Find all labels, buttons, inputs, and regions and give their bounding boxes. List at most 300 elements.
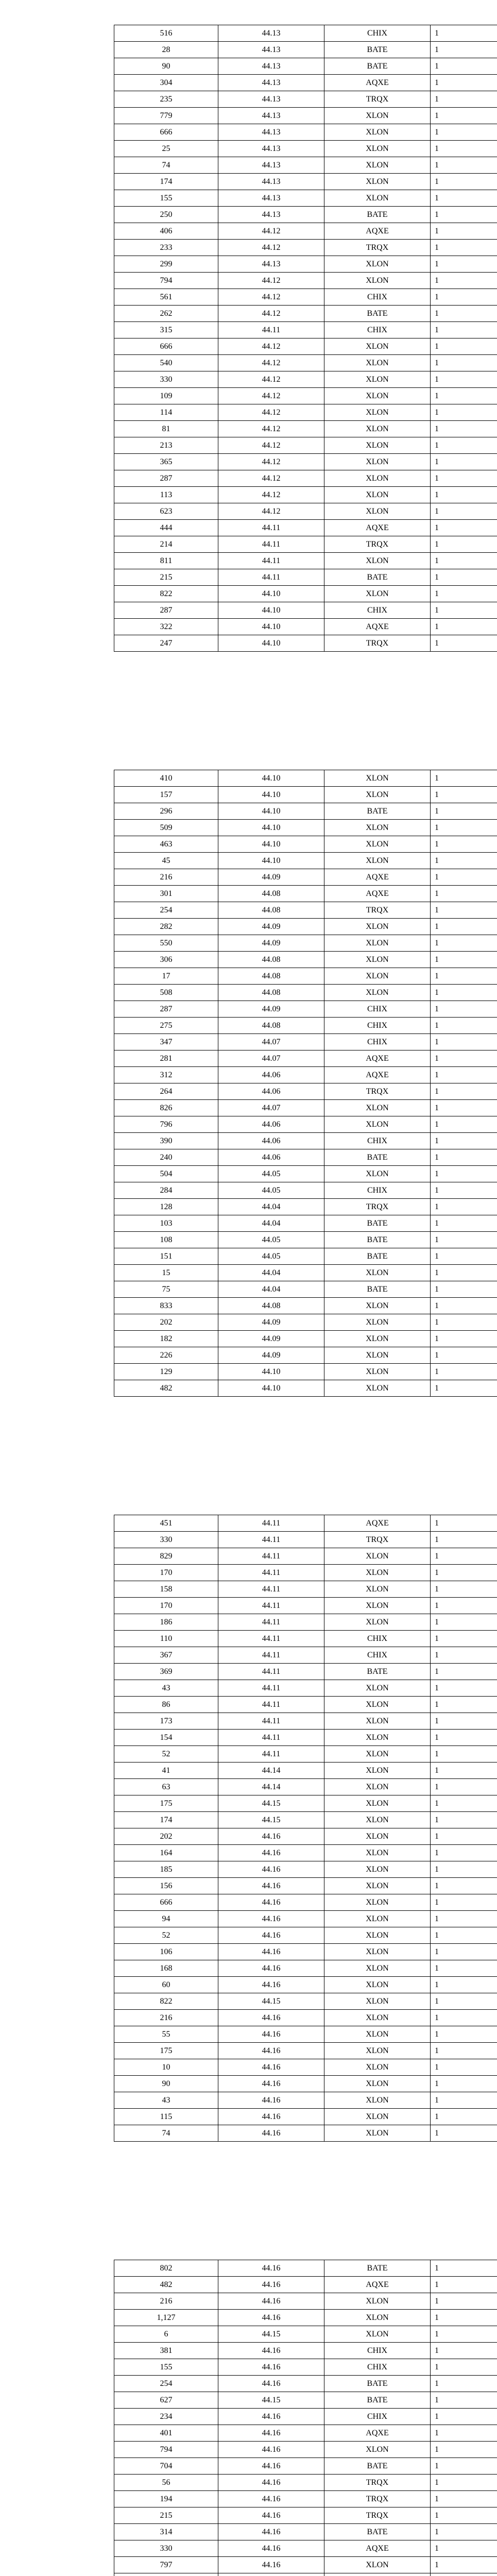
volume-cell: 151	[114, 1248, 218, 1265]
venue-cell: BATE	[324, 569, 431, 586]
time-cell: 1	[431, 2557, 497, 2573]
price-cell: 44.08	[218, 968, 324, 985]
volume-cell: 108	[114, 1232, 218, 1248]
time-cell: 1	[431, 1116, 497, 1133]
venue-cell: TRQX	[324, 2507, 431, 2524]
venue-cell: CHIX	[324, 1133, 431, 1149]
venue-cell: AQXE	[324, 869, 431, 886]
volume-cell: 561	[114, 289, 218, 306]
volume-cell: 312	[114, 1067, 218, 1083]
price-cell: 44.09	[218, 1314, 324, 1331]
table-row	[114, 1215, 497, 1232]
table-row	[114, 470, 497, 487]
table-row	[114, 1182, 497, 1199]
volume-cell: 406	[114, 223, 218, 240]
time-cell: 1	[431, 1149, 497, 1166]
table-row	[114, 273, 497, 289]
price-cell: 44.11	[218, 1730, 324, 1746]
venue-cell: XLON	[324, 190, 431, 207]
time-cell: 1	[431, 487, 497, 503]
venue-cell: XLON	[324, 1614, 431, 1631]
price-cell: 44.16	[218, 2491, 324, 2507]
volume-cell: 802	[114, 2260, 218, 2277]
table-row	[114, 174, 497, 190]
volume-cell: 174	[114, 174, 218, 190]
table-row	[114, 1034, 497, 1050]
table-row	[114, 1116, 497, 1133]
volume-cell: 185	[114, 1861, 218, 1878]
table-row	[114, 421, 497, 437]
price-cell: 44.10	[218, 586, 324, 602]
table-row	[114, 141, 497, 157]
volume-cell: 94	[114, 1911, 218, 1927]
volume-cell: 284	[114, 1182, 218, 1199]
price-cell: 44.10	[218, 619, 324, 635]
volume-cell: 168	[114, 1960, 218, 1977]
time-cell: 1	[431, 1298, 497, 1314]
table-row	[114, 75, 497, 91]
price-cell: 44.13	[218, 190, 324, 207]
volume-cell: 216	[114, 869, 218, 886]
venue-cell: XLON	[324, 2059, 431, 2076]
venue-cell: XLON	[324, 1298, 431, 1314]
volume-cell: 666	[114, 1894, 218, 1911]
volume-cell: 299	[114, 256, 218, 273]
volume-cell: 240	[114, 1149, 218, 1166]
table-row	[114, 1861, 497, 1878]
trade-table-block-1	[114, 25, 497, 652]
time-cell: 1	[431, 454, 497, 470]
volume-cell: 516	[114, 25, 218, 42]
venue-cell: XLON	[324, 787, 431, 803]
volume-cell: 216	[114, 2010, 218, 2026]
venue-cell: BATE	[324, 42, 431, 58]
venue-cell: XLON	[324, 2310, 431, 2326]
volume-cell: 158	[114, 1581, 218, 1598]
time-cell: 1	[431, 2343, 497, 2359]
price-cell: 44.08	[218, 902, 324, 919]
time-cell: 1	[431, 1347, 497, 1364]
volume-cell: 367	[114, 1647, 218, 1664]
venue-cell: XLON	[324, 1314, 431, 1331]
time-cell: 1	[431, 919, 497, 935]
volume-cell: 41	[114, 1762, 218, 1779]
table-row	[114, 968, 497, 985]
price-cell: 44.06	[218, 1083, 324, 1100]
table-clip	[114, 770, 497, 1397]
price-cell: 44.04	[218, 1265, 324, 1281]
price-cell: 44.12	[218, 487, 324, 503]
volume-cell: 482	[114, 2277, 218, 2293]
table-row	[114, 1149, 497, 1166]
price-cell: 44.12	[218, 289, 324, 306]
volume-cell: 451	[114, 1515, 218, 1532]
table-clip	[114, 1515, 497, 2142]
price-cell: 44.16	[218, 2409, 324, 2425]
venue-cell: XLON	[324, 174, 431, 190]
table-row	[114, 1532, 497, 1548]
time-cell: 1	[431, 2076, 497, 2092]
time-cell: 1	[431, 1598, 497, 1614]
table-row	[114, 853, 497, 869]
time-cell: 1	[431, 1828, 497, 1845]
time-cell: 1	[431, 174, 497, 190]
price-cell: 44.06	[218, 1133, 324, 1149]
volume-cell: 103	[114, 1215, 218, 1232]
time-cell: 1	[431, 42, 497, 58]
table-row	[114, 1614, 497, 1631]
table-row	[114, 1795, 497, 1812]
volume-cell: 28	[114, 42, 218, 58]
venue-cell: XLON	[324, 586, 431, 602]
price-cell: 44.12	[218, 223, 324, 240]
table-row	[114, 1548, 497, 1565]
table-row	[114, 536, 497, 553]
venue-cell: BATE	[324, 803, 431, 820]
table-row	[114, 2026, 497, 2043]
price-cell: 44.13	[218, 58, 324, 75]
table-row	[114, 1911, 497, 1927]
price-cell: 44.16	[218, 2076, 324, 2092]
price-cell: 44.11	[218, 1614, 324, 1631]
price-cell: 44.06	[218, 1149, 324, 1166]
volume-cell: 369	[114, 1664, 218, 1680]
table-row	[114, 1281, 497, 1298]
price-cell: 44.10	[218, 1364, 324, 1380]
time-cell: 1	[431, 437, 497, 454]
venue-cell: AQXE	[324, 2277, 431, 2293]
volume-cell: 115	[114, 2109, 218, 2125]
table-row	[114, 108, 497, 124]
volume-cell: 45	[114, 853, 218, 869]
venue-cell: XLON	[324, 1845, 431, 1861]
volume-cell: 155	[114, 190, 218, 207]
venue-cell: XLON	[324, 1380, 431, 1397]
price-cell: 44.16	[218, 2359, 324, 2376]
price-cell: 44.13	[218, 91, 324, 108]
price-cell: 44.11	[218, 1647, 324, 1664]
venue-cell: XLON	[324, 1894, 431, 1911]
venue-cell: XLON	[324, 355, 431, 371]
price-cell: 44.11	[218, 1515, 324, 1532]
volume-cell: 296	[114, 803, 218, 820]
table-row	[114, 2557, 497, 2573]
venue-cell: XLON	[324, 157, 431, 174]
venue-cell: XLON	[324, 2293, 431, 2310]
volume-cell: 114	[114, 404, 218, 421]
volume-cell: 287	[114, 1001, 218, 1018]
price-cell: 44.11	[218, 1631, 324, 1647]
volume-cell: 55	[114, 2026, 218, 2043]
volume-cell: 52	[114, 1927, 218, 1944]
venue-cell: CHIX	[324, 1018, 431, 1034]
price-cell: 44.11	[218, 1680, 324, 1697]
price-cell: 44.04	[218, 1281, 324, 1298]
time-cell: 1	[431, 1182, 497, 1199]
time-cell: 1	[431, 157, 497, 174]
table-row	[114, 952, 497, 968]
time-cell: 1	[431, 2026, 497, 2043]
table-row	[114, 289, 497, 306]
table-row	[114, 836, 497, 853]
venue-cell: BATE	[324, 1232, 431, 1248]
price-cell: 44.05	[218, 1232, 324, 1248]
price-cell: 44.04	[218, 1199, 324, 1215]
volume-cell: 550	[114, 935, 218, 952]
volume-cell: 213	[114, 437, 218, 454]
table-row	[114, 1647, 497, 1664]
table-row	[114, 338, 497, 355]
time-cell: 1	[431, 536, 497, 553]
time-cell: 1	[431, 1730, 497, 1746]
table-row	[114, 902, 497, 919]
table-row	[114, 2010, 497, 2026]
venue-cell: AQXE	[324, 2540, 431, 2557]
time-cell: 1	[431, 58, 497, 75]
table-row	[114, 2540, 497, 2557]
price-cell: 44.04	[218, 1215, 324, 1232]
table-row	[114, 1199, 497, 1215]
venue-cell: AQXE	[324, 223, 431, 240]
table-row	[114, 1779, 497, 1795]
volume-cell: 796	[114, 1116, 218, 1133]
volume-cell: 216	[114, 2293, 218, 2310]
venue-cell	[324, 2573, 431, 2576]
price-cell	[218, 2573, 324, 2576]
time-cell: 1	[431, 2540, 497, 2557]
venue-cell: XLON	[324, 1347, 431, 1364]
venue-cell: XLON	[324, 371, 431, 388]
price-cell: 44.12	[218, 421, 324, 437]
volume-cell: 666	[114, 124, 218, 141]
time-cell: 1	[431, 520, 497, 536]
venue-cell: XLON	[324, 1812, 431, 1828]
price-cell: 44.07	[218, 1100, 324, 1116]
volume-cell: 811	[114, 553, 218, 569]
table-clip	[114, 2260, 497, 2576]
time-cell: 1	[431, 1548, 497, 1565]
price-cell: 44.16	[218, 1960, 324, 1977]
venue-cell: CHIX	[324, 1182, 431, 1199]
time-cell: 1	[431, 1861, 497, 1878]
time-cell: 1	[431, 1664, 497, 1680]
time-cell: 1	[431, 223, 497, 240]
table-row	[114, 2343, 497, 2359]
volume-cell: 779	[114, 108, 218, 124]
time-cell: 1	[431, 388, 497, 404]
price-cell: 44.11	[218, 536, 324, 553]
table-row	[114, 619, 497, 635]
table-row	[114, 2507, 497, 2524]
price-cell: 44.11	[218, 1697, 324, 1713]
price-cell: 44.10	[218, 787, 324, 803]
table-row	[114, 635, 497, 652]
volume-cell: 75	[114, 1281, 218, 1298]
time-cell	[431, 2573, 497, 2576]
time-cell: 1	[431, 124, 497, 141]
venue-cell: XLON	[324, 2043, 431, 2059]
table-row	[114, 454, 497, 470]
time-cell: 1	[431, 1314, 497, 1331]
table-row	[114, 1944, 497, 1960]
price-cell: 44.09	[218, 1331, 324, 1347]
venue-cell: XLON	[324, 1927, 431, 1944]
venue-cell: XLON	[324, 1697, 431, 1713]
venue-cell: XLON	[324, 1911, 431, 1927]
time-cell: 1	[431, 787, 497, 803]
venue-cell: TRQX	[324, 1083, 431, 1100]
time-cell: 1	[431, 1960, 497, 1977]
trade-table	[114, 770, 497, 1397]
venue-cell: XLON	[324, 141, 431, 157]
volume-cell: 829	[114, 1548, 218, 1565]
volume-cell: 306	[114, 952, 218, 968]
time-cell: 1	[431, 1977, 497, 1993]
table-row	[114, 2524, 497, 2540]
venue-cell: TRQX	[324, 1199, 431, 1215]
time-cell: 1	[431, 2376, 497, 2392]
volume-cell: 233	[114, 240, 218, 256]
price-cell: 44.16	[218, 1944, 324, 1960]
time-cell: 1	[431, 1199, 497, 1215]
price-cell: 44.10	[218, 635, 324, 652]
volume-cell: 330	[114, 371, 218, 388]
volume-cell: 182	[114, 1331, 218, 1347]
price-cell: 44.12	[218, 273, 324, 289]
price-cell: 44.10	[218, 836, 324, 853]
table-row	[114, 520, 497, 536]
venue-cell: CHIX	[324, 1001, 431, 1018]
price-cell: 44.12	[218, 470, 324, 487]
table-row	[114, 306, 497, 322]
table-row	[114, 1746, 497, 1762]
volume-cell: 202	[114, 1828, 218, 1845]
volume-cell: 264	[114, 1083, 218, 1100]
venue-cell: CHIX	[324, 289, 431, 306]
venue-cell: XLON	[324, 338, 431, 355]
time-cell: 1	[431, 1614, 497, 1631]
time-cell: 1	[431, 1927, 497, 1944]
price-cell: 44.05	[218, 1182, 324, 1199]
time-cell: 1	[431, 1713, 497, 1730]
price-cell: 44.10	[218, 602, 324, 619]
time-cell: 1	[431, 1248, 497, 1265]
price-cell: 44.16	[218, 2475, 324, 2491]
table-row	[114, 2442, 497, 2458]
time-cell: 1	[431, 2409, 497, 2425]
time-cell: 1	[431, 1697, 497, 1713]
table-row	[114, 1894, 497, 1911]
price-cell: 44.08	[218, 1018, 324, 1034]
time-cell: 1	[431, 886, 497, 902]
time-cell: 1	[431, 256, 497, 273]
volume-cell: 275	[114, 1018, 218, 1034]
volume-cell: 194	[114, 2491, 218, 2507]
venue-cell: CHIX	[324, 1631, 431, 1647]
time-cell: 1	[431, 1083, 497, 1100]
venue-cell: AQXE	[324, 1067, 431, 1083]
table-row	[114, 1331, 497, 1347]
table-row	[114, 2491, 497, 2507]
time-cell: 1	[431, 1532, 497, 1548]
time-cell: 1	[431, 1795, 497, 1812]
price-cell: 44.08	[218, 985, 324, 1001]
venue-cell: XLON	[324, 1581, 431, 1598]
table-row	[114, 569, 497, 586]
table-row	[114, 1265, 497, 1281]
price-cell: 44.11	[218, 1664, 324, 1680]
price-cell: 44.15	[218, 2326, 324, 2343]
volume-cell: 504	[114, 1166, 218, 1182]
table-row	[114, 388, 497, 404]
table-row	[114, 1380, 497, 1397]
time-cell: 1	[431, 207, 497, 223]
price-cell: 44.16	[218, 1911, 324, 1927]
time-cell: 1	[431, 586, 497, 602]
table-row	[114, 2092, 497, 2109]
venue-cell: AQXE	[324, 1050, 431, 1067]
price-cell: 44.16	[218, 1845, 324, 1861]
time-cell: 1	[431, 1878, 497, 1894]
price-cell: 44.12	[218, 240, 324, 256]
time-cell: 1	[431, 1993, 497, 2010]
time-cell: 1	[431, 1845, 497, 1861]
venue-cell: BATE	[324, 1248, 431, 1265]
price-cell: 44.12	[218, 454, 324, 470]
table-row	[114, 2425, 497, 2442]
table-row	[114, 1364, 497, 1380]
volume-cell: 128	[114, 1199, 218, 1215]
price-cell: 44.16	[218, 1828, 324, 1845]
time-cell: 1	[431, 289, 497, 306]
venue-cell: BATE	[324, 1281, 431, 1298]
venue-cell: AQXE	[324, 520, 431, 536]
venue-cell: AQXE	[324, 886, 431, 902]
volume-cell: 666	[114, 338, 218, 355]
table-row	[114, 2293, 497, 2310]
price-cell: 44.16	[218, 2260, 324, 2277]
table-row	[114, 2260, 497, 2277]
time-cell: 1	[431, 141, 497, 157]
volume-cell: 794	[114, 273, 218, 289]
table-row	[114, 124, 497, 141]
time-cell: 1	[431, 2125, 497, 2142]
price-cell: 44.09	[218, 919, 324, 935]
table-row	[114, 58, 497, 75]
price-cell: 44.09	[218, 869, 324, 886]
time-cell: 1	[431, 902, 497, 919]
venue-cell: BATE	[324, 2260, 431, 2277]
table-row	[114, 1232, 497, 1248]
table-row	[114, 1083, 497, 1100]
venue-cell: XLON	[324, 968, 431, 985]
price-cell: 44.16	[218, 2026, 324, 2043]
venue-cell: XLON	[324, 1680, 431, 1697]
price-cell: 44.10	[218, 1380, 324, 1397]
volume-cell: 704	[114, 2458, 218, 2475]
volume-cell: 322	[114, 619, 218, 635]
volume-cell: 540	[114, 355, 218, 371]
price-cell: 44.13	[218, 256, 324, 273]
table-row	[114, 787, 497, 803]
price-cell: 44.16	[218, 2507, 324, 2524]
venue-cell: XLON	[324, 1565, 431, 1581]
volume-cell: 43	[114, 2092, 218, 2109]
time-cell: 1	[431, 2010, 497, 2026]
volume-cell: 226	[114, 1347, 218, 1364]
table-row	[114, 322, 497, 338]
price-cell: 44.10	[218, 803, 324, 820]
